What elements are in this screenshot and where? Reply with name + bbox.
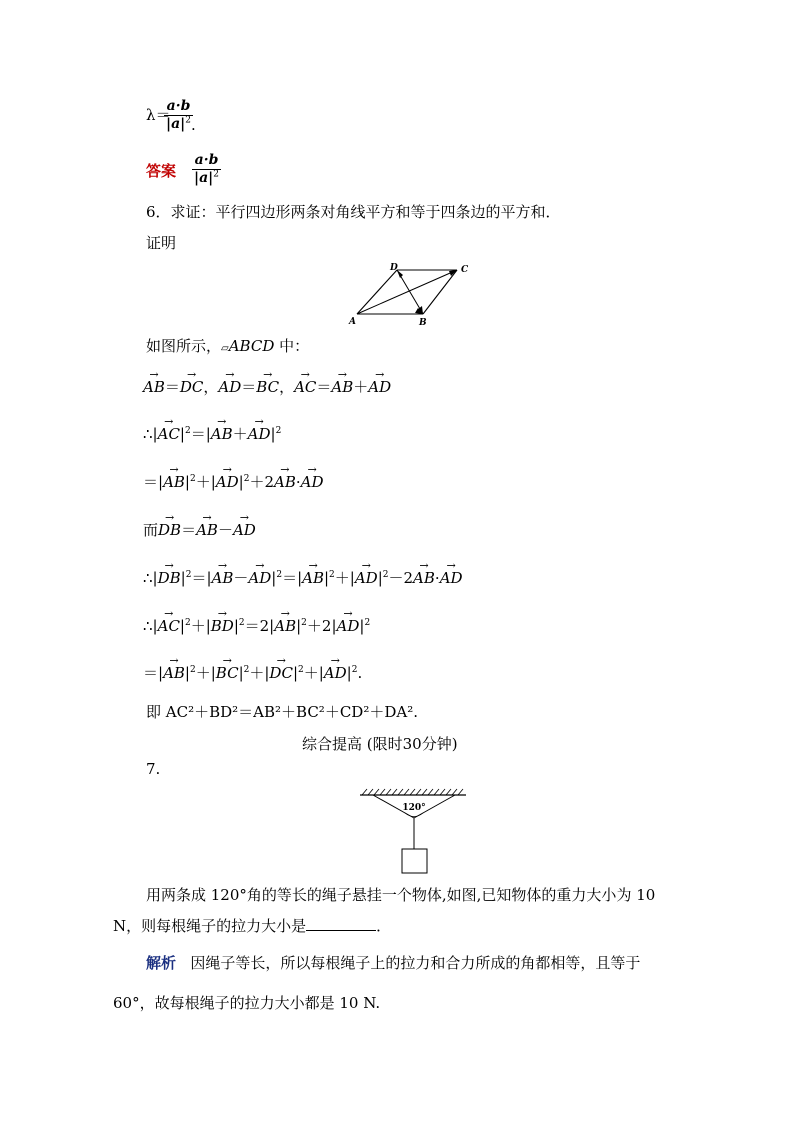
edge-da — [357, 270, 397, 314]
proof-line-4: 而→ DB＝→ AB－→ AD — [143, 523, 256, 538]
analysis-line2: 60°，故每根绳子的拉力大小都是 10 N. — [113, 994, 381, 1012]
label-c: C — [461, 265, 469, 275]
proof-label: 证明 — [146, 234, 177, 252]
proof-intro: 如图所示，▱ABCD 中： — [146, 337, 310, 355]
label-a: A — [349, 317, 356, 327]
analysis-line1: 解析 因绳子等长，所以每根绳子上的拉力和合力所成的角都相等，且等于 — [146, 954, 641, 972]
arrowhead-d — [397, 270, 403, 278]
answer-numerator: a·b — [194, 152, 219, 168]
proof-line-7: ＝|→ $AB|^2+|\to BC|^2+|\to DC|^2+|\to AD|^2$. — [143, 666, 362, 681]
problem7-number: 7. — [146, 760, 161, 778]
lambda-trail: . — [191, 116, 196, 134]
edge-bc — [423, 270, 457, 314]
label-b: B — [419, 318, 427, 328]
label-d: D — [390, 263, 398, 273]
answer-blank — [306, 918, 376, 931]
analysis-label: 解析 — [146, 954, 177, 972]
hanging-weight-figure — [358, 788, 470, 878]
answer-denominator: $|a|^2$ — [194, 169, 219, 186]
proof-line-5: ∴|→ $DB|^2=|\to AB-\to AD|^2=|\to AB|^2+|\to AD|^2-2\to AB\cdot\to$ AD — [143, 571, 463, 586]
parallelogram-figure — [345, 258, 475, 330]
lambda-numerator: a·b — [166, 98, 191, 114]
proof-line-3: ＝|→ $AB|^2+|\to AD|^2+2\to AB\cdot\to$ AD — [143, 475, 323, 490]
lambda-lhs: λ＝ — [146, 106, 171, 124]
ceiling-hatching — [362, 789, 463, 795]
proof-line-1: → AB＝→ DC，→ AD＝→ BC，→ AC＝→ AB＋→ AD — [143, 380, 391, 395]
lambda-fraction — [164, 98, 193, 132]
lambda-denominator: $|a|^2$ — [166, 115, 191, 132]
problem6-statement: 6．求证：平行四边形两条对角线平方和等于四条边的平方和． — [146, 203, 561, 221]
angle-label: 120° — [402, 803, 426, 813]
diagonal-ac — [357, 270, 457, 314]
section-title: 综合提高 (限时30分钟) — [302, 735, 458, 753]
problem7-text-line1: 用两条成 120°角的等长的绳子悬挂一个物体,如图,已知物体的重力大小为 10 — [146, 886, 656, 904]
proof-line-6: ∴|→ $AC|^2+|\to BD|^2=2|\to AB|^2+2|\to AD|^2$ — [143, 619, 370, 634]
proof-final: 即 AC²＋BD²＝AB²＋BC²＋CD²＋DA². — [146, 703, 418, 721]
problem7-text-line2: N，则每根绳子的拉力大小是 ． — [113, 917, 392, 935]
answer-fraction — [192, 152, 221, 186]
angle-arc — [405, 813, 423, 817]
answer-label: 答案 — [146, 162, 177, 180]
proof-line-2: ∴|→ $AC|^2=|\to AB+\to AD|^2$ — [143, 427, 281, 442]
weight-box — [402, 849, 427, 873]
